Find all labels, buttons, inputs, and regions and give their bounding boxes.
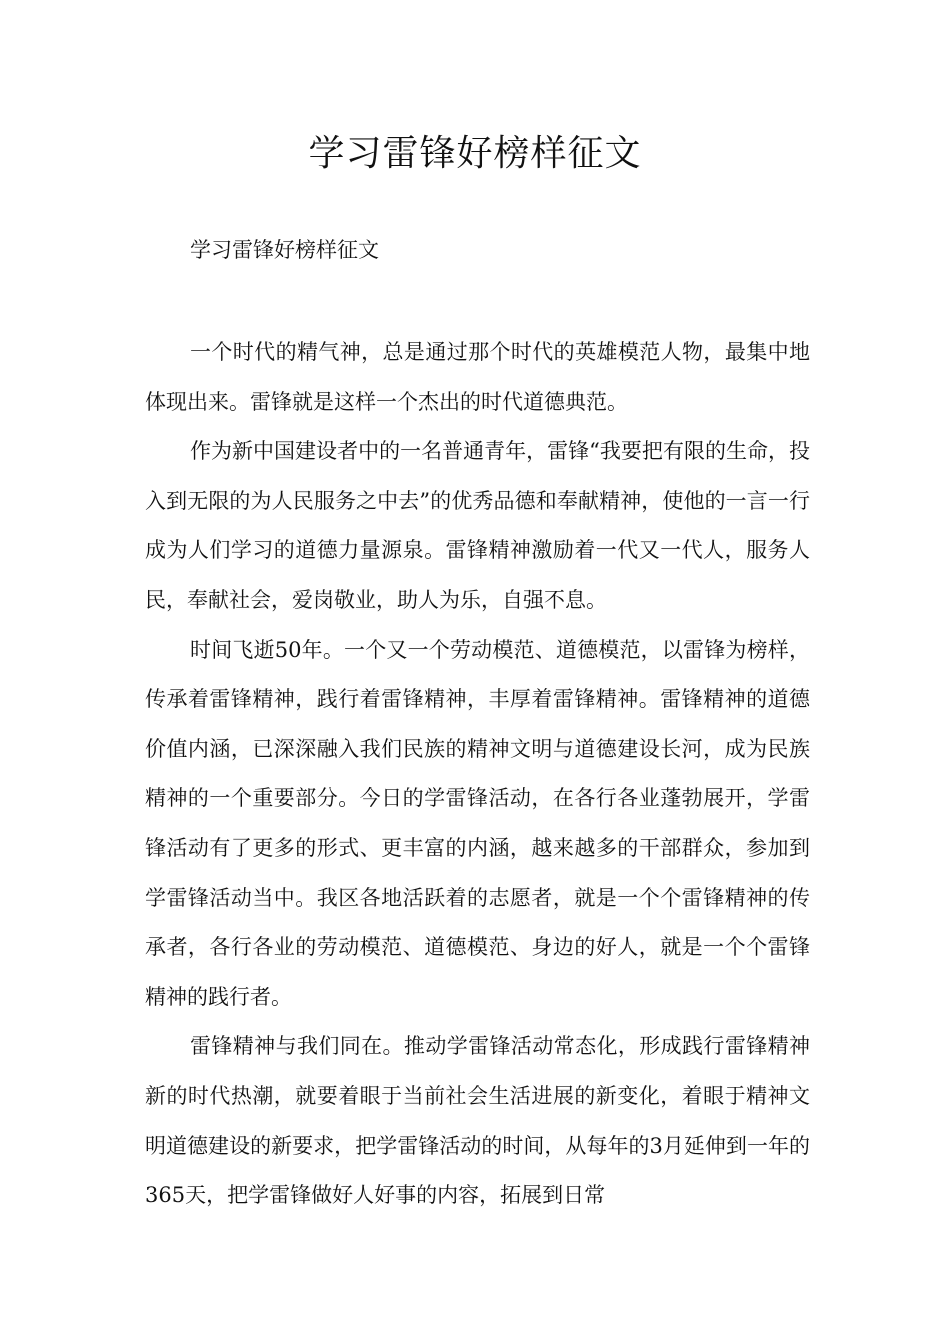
document-subtitle: 学习雷锋好榜样征文 — [190, 238, 379, 262]
paragraph: 一个时代的精气神，总是通过那个时代的英雄模范人物，最集中地体现出来。雷锋就是这样一个杰出的时代道德典范。 — [145, 340, 810, 414]
paragraph: 雷锋精神与我们同在。推动学雷锋活动常态化，形成践行雷锋精神新的时代热潮，就要着眼于当前社会生活进展的新变化，着眼于精神文明道德建设的新要求，把学雷锋活动的时间，从每年的3月延伸到一年的365天，把学雷锋做好人好事的内容，拓展到日常 — [145, 1034, 810, 1208]
paragraph: 时间飞逝50年。一个又一个劳动模范、道德模范，以雷锋为榜样，传承着雷锋精神，践行着雷锋精神，丰厚着雷锋精神。雷锋精神的道德价值内涵，已深深融入我们民族的精神文明与道德建设长河，成为民族精神的一个重要部分。今日的学雷锋活动，在各行各业蓬勃展开，学雷锋活动有了更多的形式、更丰富的内涵，越来越多的干部群众，参加到学雷锋活动当中。我区各地活跃着的志愿者，就是一个个雷锋精神的传承者，各行各业的劳动模范、道德模范、身边的好人，就是一个个雷锋精神的践行者。 — [145, 637, 810, 1009]
document-body — [145, 328, 810, 1221]
document-title: 学习雷锋好榜样征文 — [308, 133, 642, 174]
paragraph: 作为新中国建设者中的一名普通青年，雷锋“我要把有限的生命，投入到无限的为人民服务之中去”的优秀品德和奉献精神，使他的一言一行成为人们学习的道德力量源泉。雷锋精神激励着一代又一代人，服务人民，奉献社会，爱岗敬业，助人为乐，自强不息。 — [145, 439, 810, 612]
